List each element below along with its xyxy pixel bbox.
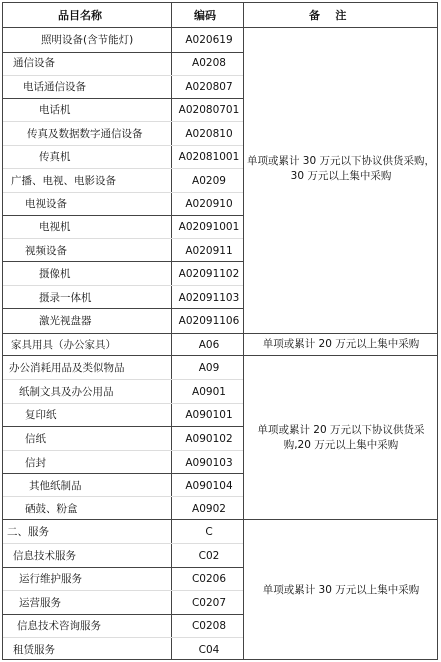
row-divider [3,261,243,262]
item-code: A020910 [185,198,233,210]
item-name: 信封 [25,457,46,469]
header-name: 品目名称 [58,9,102,22]
row-divider-thin [3,192,243,193]
item-code: A02091001 [178,221,240,233]
row-divider-thin [3,590,243,591]
item-code: A090103 [185,457,233,469]
item-code: C04 [198,644,220,656]
item-name: 摄录一体机 [39,292,92,304]
procurement-table [2,2,438,660]
item-code: A02091103 [178,292,240,304]
item-code: C0208 [191,620,227,632]
item-name: 摄像机 [39,268,71,280]
item-name: 视频设备 [25,245,67,257]
item-name: 传真机 [39,151,71,163]
item-name: 二、服务 [7,526,49,538]
item-code: A06 [198,339,220,351]
row-divider [3,52,243,53]
row-divider [3,333,437,334]
row-divider [3,426,243,427]
item-code: A090101 [185,409,233,421]
item-code: A0901 [192,386,226,398]
item-name: 其他纸制品 [29,480,82,492]
note-cell: 单项或累计 20 万元以上集中采购 [262,338,420,350]
row-divider [3,614,243,615]
item-code: A02091102 [178,268,240,280]
row-divider-thin [3,637,243,638]
item-name: 电视机 [39,221,71,233]
item-name: 通信设备 [13,57,55,69]
item-name: 电话通信设备 [23,81,86,93]
note-cell: 单项或累计 30 万元以下协议供货采购，30 万元以上集中采购 [246,155,436,182]
note-cell: 单项或累计 30 万元以上集中采购 [262,584,420,596]
item-name: 租赁服务 [13,644,55,656]
item-name: 广播、电视、电影设备 [11,175,116,187]
row-divider-thin [3,75,243,76]
row-divider-thin [3,145,243,146]
item-code: C02 [198,550,220,562]
item-code: A0209 [192,175,226,187]
item-name: 电视设备 [25,198,67,210]
item-name: 信息技术咨询服务 [17,620,101,632]
item-name: 信息技术服务 [13,550,76,562]
note-cell: 单项或累计 20 万元以下协议供货采购,20 万元以上集中采购 [257,424,425,451]
item-code: A0902 [192,503,226,515]
row-divider-thin [3,496,243,497]
item-code: A09 [198,362,220,374]
item-code: C0206 [191,573,227,585]
row-divider-thin [3,168,243,169]
header-note: 备 注 [309,9,347,22]
header-code: 编码 [194,9,216,22]
item-name: 照明设备(含节能灯) [41,34,134,46]
item-name: 激光视盘器 [39,315,92,327]
item-name: 运营服务 [19,597,61,609]
row-divider [3,519,437,520]
item-name: 信纸 [25,433,46,445]
item-name: 硒鼓、粉盒 [25,503,78,515]
row-divider-thin [3,285,243,286]
item-code: A02080701 [178,104,240,116]
row-divider [3,355,437,356]
item-name: 运行维护服务 [19,573,82,585]
item-name: 传真及数据数字通信设备 [27,128,143,140]
column-divider-name-code [171,3,172,659]
item-name: 电话机 [39,104,71,116]
row-divider [3,308,243,309]
item-code: A02081001 [178,151,240,163]
item-code: A0208 [192,57,226,69]
item-code: C [205,526,213,538]
row-divider-thin [3,543,243,544]
header-divider [3,27,437,28]
item-code: A02091106 [178,315,240,327]
item-name: 复印纸 [25,409,57,421]
item-code: A020807 [185,81,233,93]
item-name: 纸制文具及办公用品 [19,386,114,398]
item-code: A020810 [185,128,233,140]
row-divider-thin [3,238,243,239]
row-divider-thin [3,379,243,380]
row-divider-thin [3,450,243,451]
item-code: A090102 [185,433,233,445]
item-code: A020911 [185,245,233,257]
item-code: A020619 [185,34,233,46]
item-code: C0207 [191,597,227,609]
row-divider [3,98,243,99]
item-code: A090104 [185,480,233,492]
item-name: 家具用具（办公家具） [11,339,116,351]
row-divider-thin [3,403,243,404]
row-divider [3,567,243,568]
item-name: 办公消耗用品及类似物品 [9,362,125,374]
row-divider [3,473,243,474]
row-divider [3,215,243,216]
row-divider-thin [3,121,243,122]
